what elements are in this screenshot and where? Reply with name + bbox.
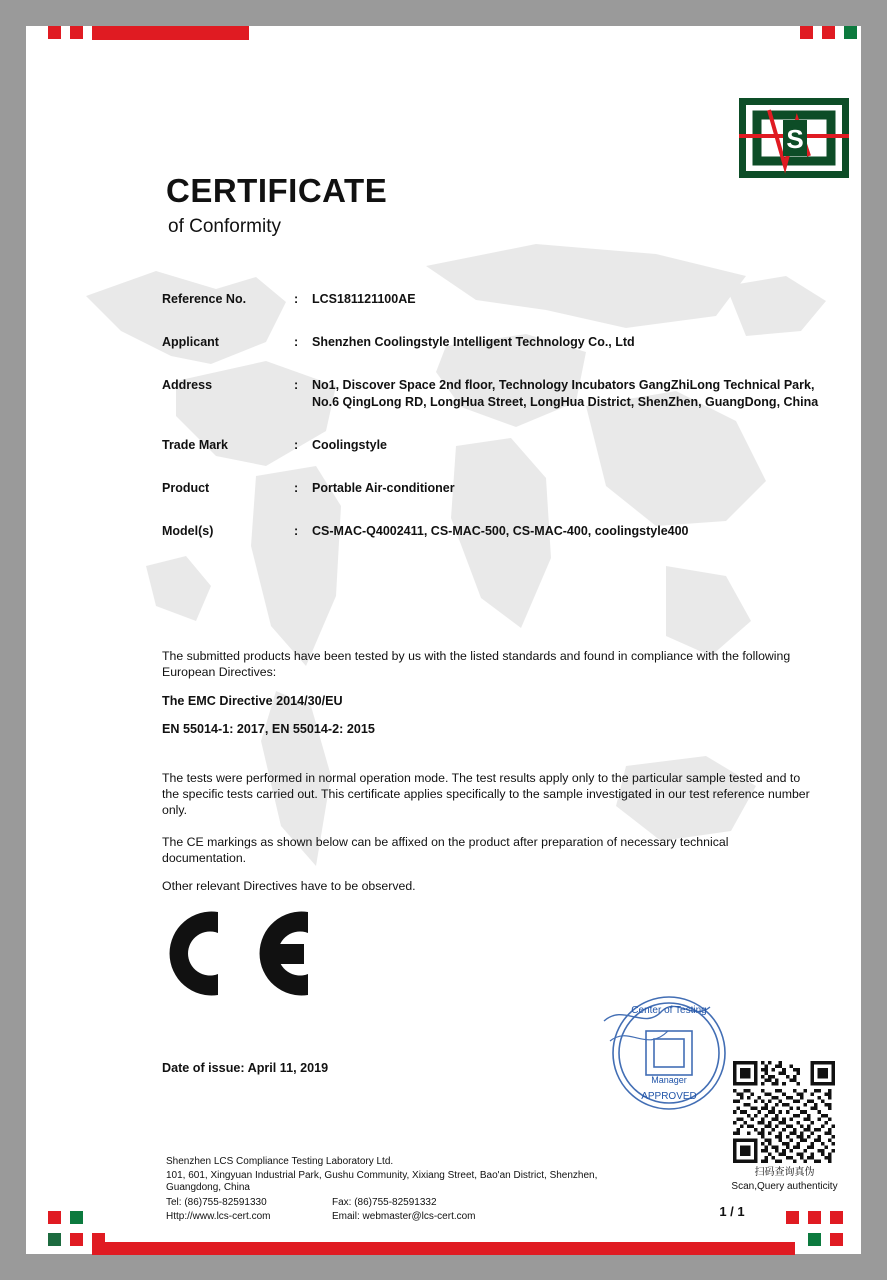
field-colon: : [294,292,299,306]
standards-line: EN 55014-1: 2017, EN 55014-2: 2015 [162,722,375,736]
deco-pixel [92,1233,105,1246]
field-colon: : [294,378,299,392]
field-row [162,437,822,454]
field-value: Portable Air-conditioner [312,481,455,495]
date-of-issue: Date of issue: April 11, 2019 [162,1061,329,1075]
field-label: Product [162,481,210,495]
footer-email[interactable]: Email: webmaster@lcs-cert.com [332,1211,476,1222]
deco-pixel [70,26,83,39]
field-value: CS-MAC-Q4002411, CS-MAC-500, CS-MAC-400, coolingstyle400 [312,524,689,538]
footer-web-row [166,1211,597,1224]
field-label: Address [162,378,213,392]
deco-pixel [808,1233,821,1246]
bottom-red-bar [92,1242,795,1255]
field-colon: : [294,335,299,349]
field-row [162,480,822,497]
paragraph-intro: The submitted products have been tested by us with the listed standards and found in compliance with the following European Directives: [162,649,791,679]
deco-pixel [48,1233,61,1246]
footer-contact-row [166,1197,597,1210]
field-value: No1, Discover Space 2nd floor, Technology Incubators GangZhiLong Technical Park, No.6 QingLong RD, LongHua Street, LongHua District, ShenZhen, GuangDong, China [312,378,819,409]
directive-line: The EMC Directive 2014/30/EU [162,694,343,708]
deco-pixel [822,26,835,39]
footer-company: Shenzhen LCS Compliance Testing Laboratory Ltd. [166,1156,394,1167]
field-row [162,334,822,351]
deco-pixel [70,1233,83,1246]
deco-pixel [48,26,61,39]
field-row [162,291,822,308]
qr-caption [702,1166,861,1194]
certificate-fields [162,291,822,566]
deco-pixel [48,1211,61,1224]
svg-text:APPROVED: APPROVED [641,1091,697,1102]
field-row [162,523,822,540]
world-map-watermark [26,146,861,1026]
paragraph-tests: The tests were performed in normal operation mode. The test results apply only to the particular sample tested and to the specific tests carried out. This certificate applies specifically to the sample investigated in our test reference number only. [162,771,810,817]
field-label: Model(s) [162,524,214,538]
footer-tel: Tel: (86)755-82591330 [166,1196,267,1208]
field-value: Coolingstyle [312,438,388,452]
paragraph-marking: The CE markings as shown below can be affixed on the product after preparation of necessary technical documentation. [162,835,729,865]
qr-caption-cn: 扫码查询真伪 [754,1167,815,1178]
approval-stamp [584,991,754,1116]
paragraph-other-directives: Other relevant Directives have to be observed. [162,879,416,893]
footer-address-line-2: Guangdong, China [166,1182,250,1193]
deco-pixel [800,26,813,39]
top-red-bar [92,26,249,40]
document-title: CERTIFICATE [166,172,388,209]
field-value: Shenzhen Coolingstyle Intelligent Technology Co., Ltd [312,335,635,349]
document-subtitle: of Conformity [168,216,281,237]
page-number: 1 / 1 [719,1204,745,1219]
deco-pixel [786,1211,799,1224]
footer-address [166,1156,597,1224]
field-colon: : [294,524,299,538]
field-label: Reference No. [162,292,247,306]
field-value: LCS181121100AE [312,292,416,306]
svg-text:Manager: Manager [651,1075,687,1085]
ce-mark-icon [156,906,316,1001]
svg-text:Center of Testing: Center of Testing [631,1005,707,1016]
field-colon: : [294,481,299,495]
qr-code[interactable] [733,1061,835,1163]
footer-website[interactable]: Http://www.lcs-cert.com [166,1211,271,1222]
footer-address-line-1: 101, 601, Xingyuan Industrial Park, Gushu Community, Xixiang Street, Bao'an District, Shenzhen, [166,1169,598,1181]
field-label: Trade Mark [162,438,229,452]
qr-caption-en: Scan,Query authenticity [731,1181,838,1192]
field-colon: : [294,438,299,452]
field-label: Applicant [162,335,219,349]
deco-pixel [830,1211,843,1224]
deco-pixel [830,1233,843,1246]
deco-pixel [70,1211,83,1224]
deco-pixel [808,1211,821,1224]
field-row [162,377,822,411]
deco-pixel [844,26,857,39]
lcs-logo-icon [739,98,849,178]
svg-text:S: S [786,124,804,154]
certificate-sheet [26,26,861,1254]
footer-fax: Fax: (86)755-82591332 [332,1196,437,1208]
